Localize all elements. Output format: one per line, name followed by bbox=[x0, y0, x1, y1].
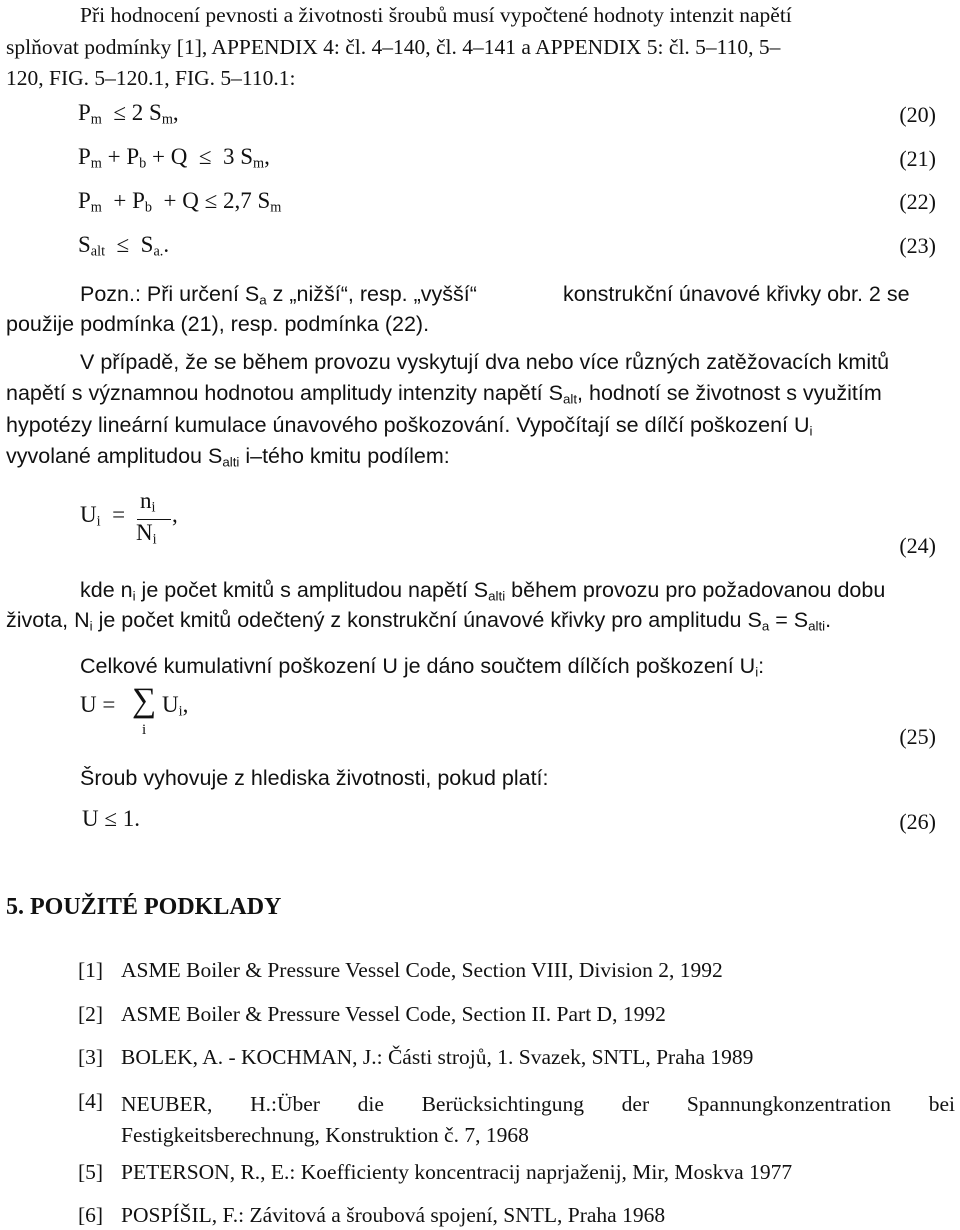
note-line-1-end: konstrukční únavové křivky obr. 2 se bbox=[563, 282, 910, 306]
equation-number-24: (24) bbox=[899, 533, 936, 558]
document-page: Při hodnocení pevnosti a životnosti šroubů musí vypočtené hodnoty intenzit napětí splňovat podmínky [1], APPENDIX 4: čl. 4–140, čl. 4–141 a APPENDIX 5: čl. 5–110, 5– 120, FIG. 5–120.1, FIG. 5–110.1: $P_m \le 2$ $S_m$, (20) $P_m + P_b + Q \le 3$ $S_m$, (21) $P_m + P_b + Q \le 2,7$ $S_m$ (22) $S_{alt} \le S_{a.}$. (23) Pozn.: Při určení $S_a$ z „nižší“, resp. „vyšší“ konstrukční únavové křivky obr. 2 se použije podmínka (21), resp. podmínka (22). V případě, že se během provozu vyskytují dva nebo více různých zatěžovacích kmitů napětí s významnou hodnotou amplitudy intenzity napětí $S_{alt}$, hodnotí se životnost s využitím hypotézy lineární kumulace únavového poškozování. Vypočítají se dílčí poškození $U_i$ vyvolané amplitudou $S_{alti}$ i–tého kmitu podílem: $U_i$ = $n_i$ $N_i$ , (24) kde $n_i$ je počet kmitů s amplitudou napětí $S_{alti}$ během provozu pro požadovanou dobu života, $N_i$ je počet kmitů odečtený z konstrukční únavové křivky pro amplitudu $S_a = S_{alti}$. Celkové kumulativní poškození U je dáno součtem dílčích poškození $U_i$: U = ∑ i $U_i$, (25) Šroub vyhovuje z hlediska životnosti, pokud platí: U ≤ 1. (26) 5. POUŽITÉ PODKLADY [1] ASME Boiler & Pressure Vessel Code, Section VIII, Division 2, 1992 [2] ASME Boiler & Pressure Vessel Code, Section II. Part D, 1992 [3] BOLEK, A. - KOCHMAN, J.: Části strojů, 1. Svazek, SNTL, Praha 1989 [4] NEUBER, H.:Über die Berücksichtingung der Spannungkonzentration bei Festigkeitsberechnung, Konstruktion č. 7, 1968 [5] PETERSON, R., E.: Koefficienty koncentracij naprjaženij, Mir, Moskva 1977 [6] POSPÍŠIL, F.: Závitová a šroubová spojení, SNTL, Praha 1968 bbox=[0, 0, 960, 1230]
fatigue-line-4: vyvolané amplitudou $S_{alti}$ i–tého kmitu podílem: bbox=[6, 444, 450, 470]
fatigue-line-2: napětí s významnou hodnotou amplitudy intenzity napětí $S_{alt}$, hodnotí se životnost s využitím bbox=[6, 381, 882, 407]
note-line-1: Pozn.: Při určení $S_a$ z „nižší“, resp. „vyšší“ bbox=[80, 282, 477, 308]
equation-number-25: (25) bbox=[899, 724, 936, 749]
fatigue-line-1: V případě, že se během provozu vyskytují dva nebo více různých zatěžovacích kmitů bbox=[80, 350, 890, 374]
total-damage-text: Celkové kumulativní poškození U je dáno součtem dílčích poškození $U_i$: bbox=[80, 654, 765, 680]
equation-22: $P_m + P_b + Q \le 2,7$ $S_m$ bbox=[78, 188, 282, 216]
intro-line-2: splňovat podmínky [1], APPENDIX 4: čl. 4–140, čl. 4–141 a APPENDIX 5: čl. 5–110, 5– bbox=[6, 35, 781, 59]
equation-number-26: (26) bbox=[899, 809, 936, 834]
section-heading: 5. POUŽITÉ PODKLADY bbox=[6, 894, 282, 920]
equation-number-21: (21) bbox=[899, 146, 936, 171]
equation-number-22: (22) bbox=[899, 189, 936, 214]
equation-21: $P_m + P_b + Q \le 3$ $S_m$, bbox=[78, 144, 270, 172]
equation-20: $P_m \le 2$ $S_m$, bbox=[78, 100, 179, 128]
note-line-2: použije podmínka (21), resp. podmínka (22). bbox=[6, 312, 430, 336]
equation-23: $S_{alt} \le S_{a.}$. bbox=[78, 232, 170, 260]
where-line-1: kde $n_i$ je počet kmitů s amplitudou napětí $S_{alti}$ během provozu pro požadovanou dobu bbox=[80, 578, 886, 604]
equation-number-23: (23) bbox=[899, 233, 936, 258]
bolt-condition-text: Šroub vyhovuje z hlediska životnosti, pokud platí: bbox=[80, 766, 549, 790]
intro-line-1: Při hodnocení pevnosti a životnosti šroubů musí vypočtené hodnoty intenzit napětí bbox=[80, 3, 792, 27]
where-line-2: života, $N_i$ je počet kmitů odečtený z konstrukční únavové křivky pro amplitudu $S_a = S_{alti}$. bbox=[6, 608, 832, 634]
fatigue-line-3: hypotézy lineární kumulace únavového poškozování. Vypočítají se dílčí poškození $U_i$ bbox=[6, 413, 813, 439]
intro-line-3: 120, FIG. 5–120.1, FIG. 5–110.1: bbox=[6, 66, 296, 90]
equation-22-coefficient: 2,7 bbox=[223, 188, 252, 213]
equation-number-20: (20) bbox=[899, 102, 936, 127]
equation-26: U ≤ 1. bbox=[82, 806, 140, 831]
